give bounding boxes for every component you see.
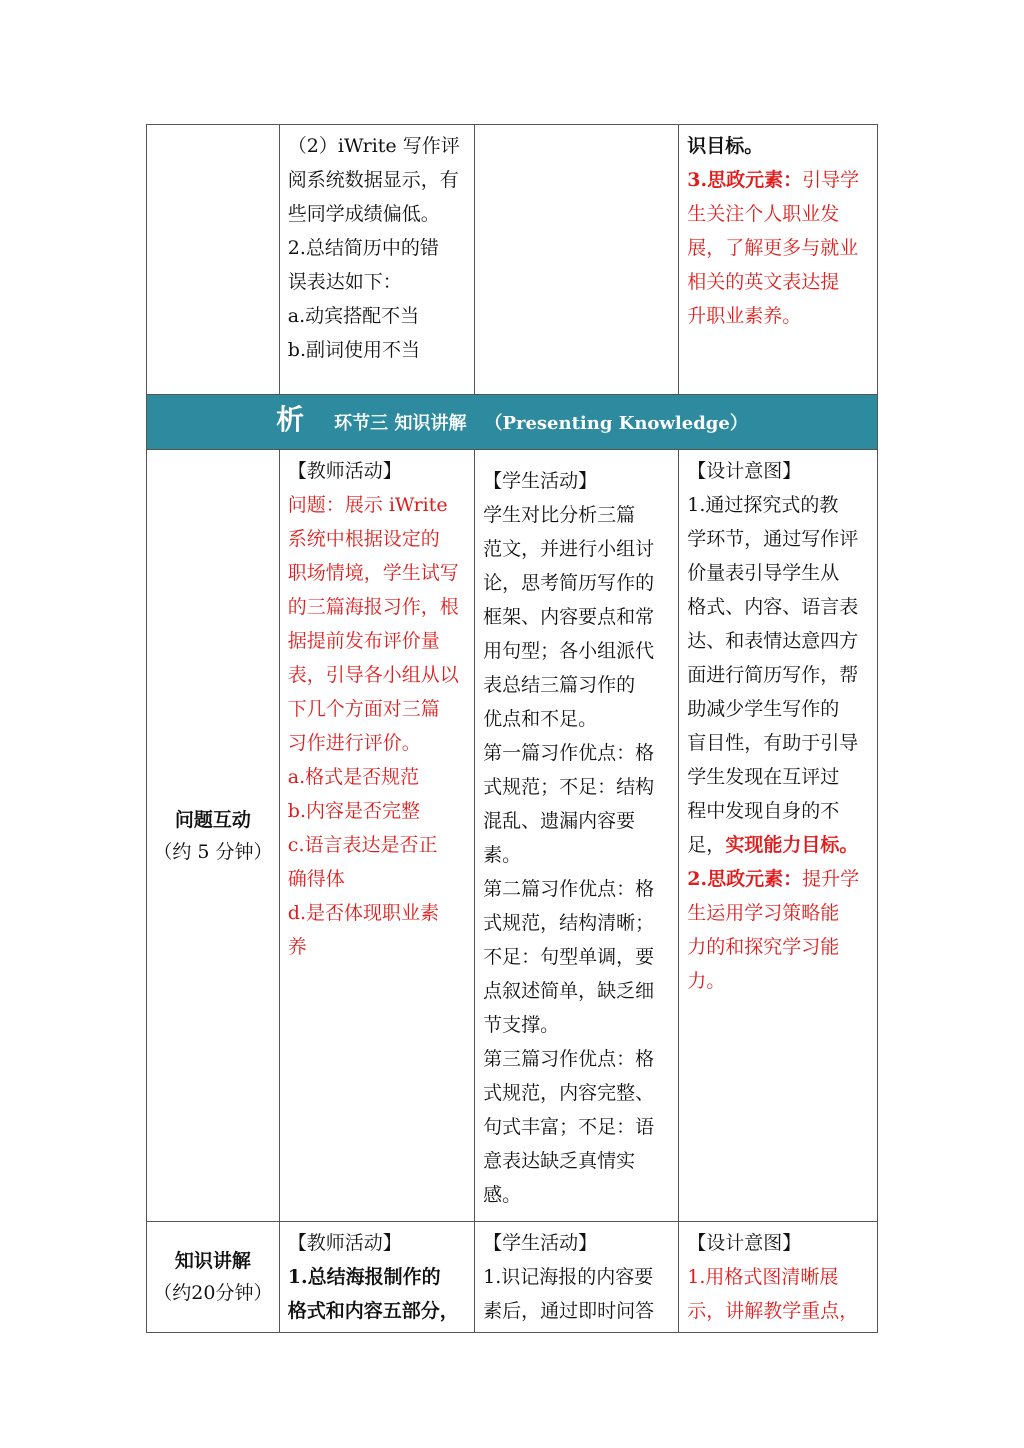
student-activity-header: 【学生活动】 xyxy=(483,1232,598,1254)
text-line: 2.总结简历中的错 xyxy=(287,237,439,259)
text-line: 相关的英文表达提 xyxy=(687,271,840,293)
section-char: 析 xyxy=(276,403,307,436)
design-intent-continued xyxy=(679,125,878,395)
empty-label-cell xyxy=(147,125,280,395)
teacher-activity-cell xyxy=(279,450,474,1222)
text-line: 不足：句型单调，要 xyxy=(483,946,655,968)
text-line: 论，思考简历写作的 xyxy=(483,572,655,594)
text-line: 误表达如下： xyxy=(287,271,402,293)
text-line: 表总结三篇习作的 xyxy=(483,674,636,696)
text-line: 生关注个人职业发 xyxy=(687,203,840,225)
text-line: 点叙述简单，缺乏细 xyxy=(483,980,655,1002)
stage-title: 问题互动 xyxy=(174,808,251,831)
text-line: 学生对比分析三篇 xyxy=(483,504,636,526)
design-intent-cell xyxy=(679,1222,878,1333)
ideology-label: 3.思政元素： xyxy=(687,169,803,191)
text-line: 展，了解更多与就业 xyxy=(687,237,859,259)
stage-label-cell xyxy=(147,1222,280,1333)
text-line: 力的和探究学习能 xyxy=(687,936,840,958)
text-line: 足， xyxy=(687,834,726,856)
text-line: 盲目性，有助于引导 xyxy=(687,732,859,754)
text-line: 学环节，通过写作评 xyxy=(687,528,859,550)
text-line: 力。 xyxy=(687,970,726,992)
design-intent-header: 【设计意图】 xyxy=(687,1232,802,1254)
section-header-cell xyxy=(147,395,878,450)
text-line: 格式和内容五部分， xyxy=(287,1300,459,1322)
text-line: 引导学 xyxy=(802,169,860,191)
section-title: 环节三 知识讲解 xyxy=(334,413,467,434)
text-line: c.语言表达是否正 xyxy=(287,834,438,856)
student-activity-cell xyxy=(475,450,679,1222)
text-line: 确得体 xyxy=(287,868,345,890)
text-line: 提升学 xyxy=(802,868,860,890)
stage-title: 知识讲解 xyxy=(174,1250,251,1272)
student-activity-cell xyxy=(475,1222,679,1333)
teacher-activity-cell xyxy=(279,1222,474,1333)
continuation-row xyxy=(147,125,878,395)
text-line: 升职业素养。 xyxy=(687,305,802,327)
text-line: 价量表引导学生从 xyxy=(687,562,840,584)
text-line: a.格式是否规范 xyxy=(287,766,420,788)
text-line: 意表达缺乏真情实 xyxy=(483,1150,636,1172)
text-line: 感。 xyxy=(483,1184,522,1206)
text-line: 优点和不足。 xyxy=(483,708,598,730)
text-line: 问题：展示 iWrite xyxy=(287,494,448,516)
ideology-label: 2.思政元素： xyxy=(687,868,803,890)
text-line: d.是否体现职业素 xyxy=(287,902,439,924)
text-line: 职场情境，学生试写 xyxy=(287,562,459,584)
design-intent-cell xyxy=(679,450,878,1222)
text-line: 式规范；不足：结构 xyxy=(483,776,655,798)
student-activity-header: 【学生活动】 xyxy=(483,470,598,492)
text-line: 生运用学习策略能 xyxy=(687,902,840,924)
teacher-activity-header: 【教师活动】 xyxy=(287,1232,402,1254)
knowledge-explanation-row xyxy=(147,1222,878,1333)
text-line: 第一篇习作优点：格 xyxy=(483,742,655,764)
text-line: 混乱、遗漏内容要 xyxy=(483,810,636,832)
text-line: 系统中根据设定的 xyxy=(287,528,440,550)
teacher-activity-header: 【教师活动】 xyxy=(287,460,402,482)
text-line: 达、和表情达意四方 xyxy=(687,630,859,652)
text-line: 识目标。 xyxy=(687,135,764,157)
text-line: 范文，并进行小组讨 xyxy=(483,538,655,560)
text-line: 1.识记海报的内容要 xyxy=(483,1266,654,1288)
text-line: 节支撑。 xyxy=(483,1014,560,1036)
ability-goal-text: 实现能力目标。 xyxy=(725,834,859,856)
text-line: 1.用格式图清晰展 xyxy=(687,1266,839,1288)
text-line: 习作进行评价。 xyxy=(287,732,421,754)
section-english-title: （Presenting Knowledge） xyxy=(484,413,748,434)
text-line: 助减少学生写作的 xyxy=(687,698,840,720)
teacher-activity-continued xyxy=(279,125,474,395)
text-line: 框架、内容要点和常 xyxy=(483,606,655,628)
text-line: 素后，通过即时问答 xyxy=(483,1300,655,1322)
lesson-plan-table xyxy=(146,124,878,1333)
question-interaction-row xyxy=(147,450,878,1222)
text-line: 下几个方面对三篇 xyxy=(287,698,440,720)
text-line: 1.通过探究式的教 xyxy=(687,494,839,516)
text-line: 据提前发布评价量 xyxy=(287,630,440,652)
text-line: 面进行简历写作，帮 xyxy=(687,664,859,686)
stage-time: （约 5 分钟） xyxy=(153,840,273,863)
stage-label-cell xyxy=(147,450,280,1222)
text-line: 1.总结海报制作的 xyxy=(287,1266,441,1288)
stage-time: （约20分钟） xyxy=(153,1282,273,1304)
text-line: 用句型；各小组派代 xyxy=(483,640,655,662)
text-line: 养 xyxy=(287,936,307,958)
text-line: a.动宾搭配不当 xyxy=(287,305,420,327)
text-line: b.副词使用不当 xyxy=(287,339,420,361)
text-line: 学生发现在互评过 xyxy=(687,766,840,788)
text-line: 第三篇习作优点：格 xyxy=(483,1048,655,1070)
student-activity-continued xyxy=(475,125,679,395)
text-line: 示，讲解教学重点， xyxy=(687,1300,859,1322)
text-line: b.内容是否完整 xyxy=(287,800,420,822)
text-line: 表，引导各小组从以 xyxy=(287,664,459,686)
section-header-bar xyxy=(147,395,878,450)
design-intent-header: 【设计意图】 xyxy=(687,460,802,482)
text-line: 第二篇习作优点：格 xyxy=(483,878,655,900)
text-line: 的三篇海报习作，根 xyxy=(287,596,459,618)
text-line: 些同学成绩偏低。 xyxy=(287,203,440,225)
text-line: 句式丰富；不足：语 xyxy=(483,1116,655,1138)
text-line: 素。 xyxy=(483,844,522,866)
text-line: 阅系统数据显示，有 xyxy=(287,169,459,191)
text-line: 式规范，结构清晰； xyxy=(483,912,655,934)
text-line: （2）iWrite 写作评 xyxy=(287,135,460,157)
text-line: 格式、内容、语言表 xyxy=(687,596,859,618)
text-line: 式规范，内容完整、 xyxy=(483,1082,655,1104)
text-line: 程中发现自身的不 xyxy=(687,800,840,822)
